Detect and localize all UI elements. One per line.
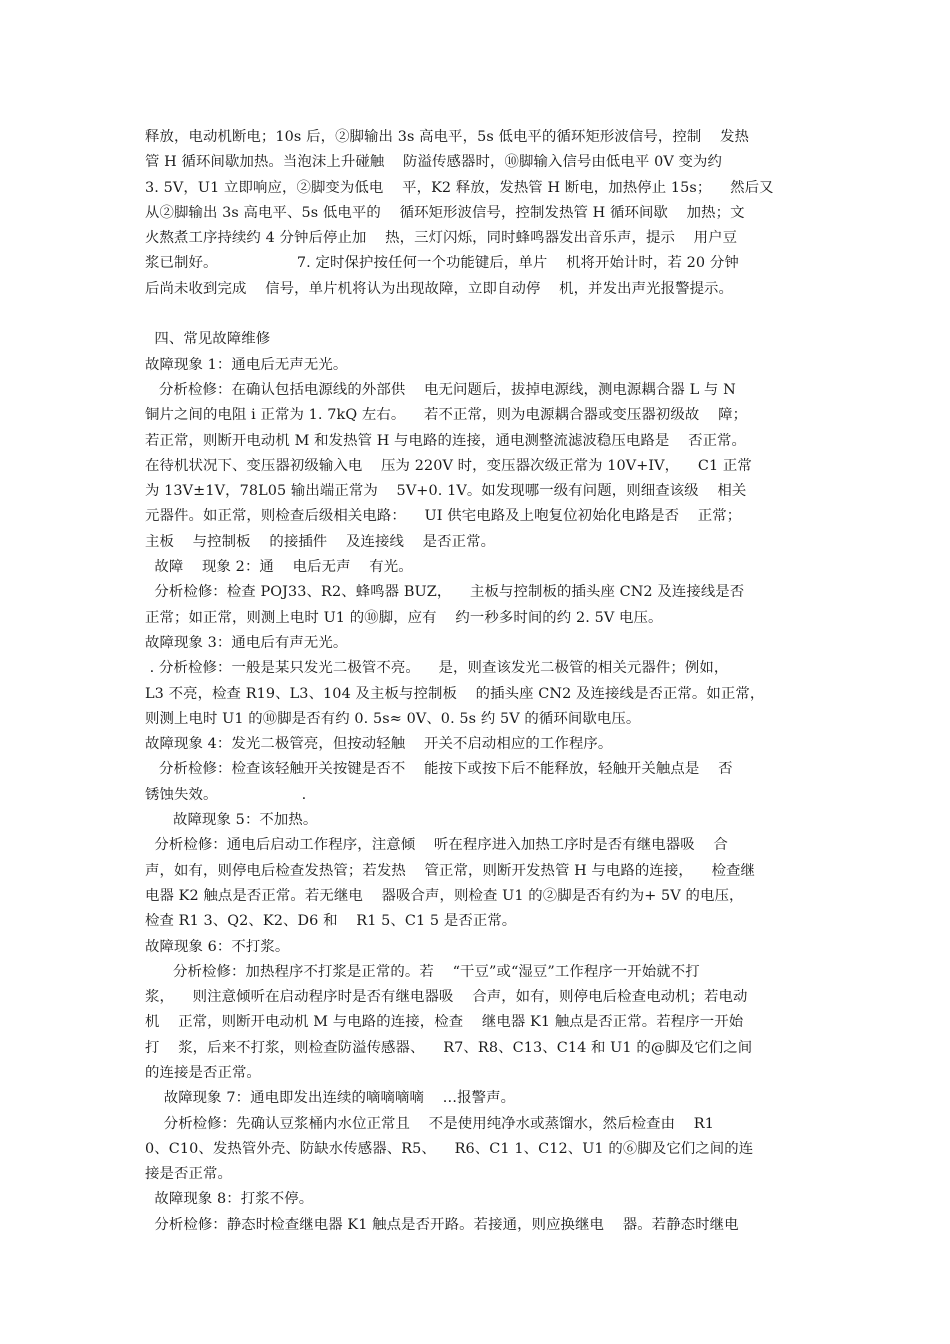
text-line: 若正常，则断开电动机 M 和发热管 H 与电路的连接，通电测整流滤波稳压电路是 否正常。 xyxy=(145,432,747,449)
text-line: 检查 R1 3、Q2、K2、D6 和 R1 5、C1 5 是否正常。 xyxy=(145,913,517,930)
text-line: 则测上电时 U1 的⑩脚是否有约 0. 5s≈ 0V、0. 5s 约 5V 的循环间歇电压。 xyxy=(145,710,641,727)
fault-title: 故障现象 7：通电即发出连续的嘀嘀嘀嘀 …报警声。 xyxy=(145,1090,516,1107)
text-line: 锈蚀失效。 . xyxy=(145,786,307,803)
text-line: . 分析检修：一般是某只发光二极管不亮。 是，则查该发光二极管的相关元器件；例如， xyxy=(145,660,729,677)
fault-title: 故障现象 8：打浆不停。 xyxy=(145,1191,314,1208)
fault-title: 故障现象 3：通电后有声无光。 xyxy=(145,634,348,651)
text-line: 分析检修：检查 POJ33、R2、蜂鸣器 BUZ， 主板与控制板的插头座 CN2 及连接线是否 xyxy=(145,584,745,601)
text-line: 管 H 循环间歇加热。当泡沫上升碰触 防溢传感器时，⑩脚输入信号由低电平 0V 变为约 xyxy=(145,154,722,171)
text-line: 的连接是否正常。 xyxy=(145,1064,261,1081)
text-line: 机 正常，则断开电动机 M 与电路的连接，检查 继电器 K1 触点是否正常。若程序一开始 xyxy=(145,1014,744,1031)
text-line: 浆已制好。 7. 定时保护按任何一个功能键后，单片 机将开始计时，若 20 分钟 xyxy=(145,255,739,272)
section-heading: 四、常见故障维修 xyxy=(145,331,271,348)
document-page xyxy=(145,125,815,1238)
text-line: 分析检修：先确认豆浆桶内水位正常且 不是使用纯净水或蒸馏水，然后检查由 R1 xyxy=(145,1115,714,1132)
text-line: 主板 与控制板 的接插件 及连接线 是否正常。 xyxy=(145,533,496,550)
text-line: 正常；如正常，则测上电时 U1 的⑩脚，应有 约一秒多时间的约 2. 5V 电压。 xyxy=(145,609,663,626)
text-line: 接是否正常。 xyxy=(145,1166,232,1183)
text-line: 分析检修：检查该轻触开关按键是否不 能按下或按下后不能释放，轻触开关触点是 否 xyxy=(145,761,733,778)
text-line: 从②脚输出 3s 高电平、5s 低电平的 循环矩形波信号，控制发热管 H 循环间歇 加热；文 xyxy=(145,204,745,221)
blank-line xyxy=(145,302,815,327)
text-line: 3. 5V，U1 立即响应，②脚变为低电 平，K2 释放，发热管 H 断电，加热停止 15s； 然后又 xyxy=(145,179,774,196)
fault-title: 故障现象 6：不打浆。 xyxy=(145,938,290,955)
text-line: 浆， 则注意倾听在启动程序时是否有继电器吸 合声，如有，则停电后检查电动机；若电动 xyxy=(145,989,748,1006)
text-line: 元器件。如正常，则检查后级相关电路： UI 供宅电路及上咆复位初始化电路是否 正常； xyxy=(145,508,742,525)
text-line: 火熬煮工序持续约 4 分钟后停止加 热，三灯闪烁，同时蜂鸣器发出音乐声，提示 用户豆 xyxy=(145,230,738,247)
text-line: 后尚未收到完成 信号，单片机将认为出现故障，立即自动停 机，并发出声光报警提示。 xyxy=(145,280,734,297)
text-line: 在待机状况下、变压器初级输入电 压为 220V 时，变压器次级正常为 10V+IV， C1 正常 xyxy=(145,457,752,474)
fault-title: 故障现象 1：通电后无声无光。 xyxy=(145,356,348,373)
text-line: 分析检修：静态时检查继电器 K1 触点是否开路。若接通，则应换继电 器。若静态时继电 xyxy=(145,1216,739,1233)
text-line: 0、C10、发热管外壳、防缺水传感器、R5、 R6、C1 1、C12、U1 的⑥脚及它们之间的连 xyxy=(145,1140,754,1157)
text-line: 电器 K2 触点是否正常。若无继电 器吸合声，则检查 U1 的②脚是否有约为+ 5V 的电压， xyxy=(145,887,744,904)
text-line: 为 13V±1V，78L05 输出端正常为 5V+0. 1V。如发现哪一级有问题，则细查该级 相关 xyxy=(145,483,747,500)
text-line: L3 不亮，检查 R19、L3、104 及主板与控制板 的插头座 CN2 及连接线是否正常。如正常， xyxy=(145,685,765,702)
text-line: 释放，电动机断电；10s 后，②脚输出 3s 高电平，5s 低电平的循环矩形波信号，控制 发热 xyxy=(145,129,750,145)
text-line: 分析检修：通电后启动工作程序，注意倾 听在程序进入加热工序时是否有继电器吸 合 xyxy=(145,837,728,854)
text-line: 分析检修：在确认包括电源线的外部供 电无问题后，拔掉电源线，测电源耦合器 L 与 N xyxy=(145,381,736,398)
text-line: 铜片之间的电阻 i 正常为 1. 7kQ 左右。 若不正常，则为电源耦合器或变压器初级故 障； xyxy=(145,407,748,424)
fault-title: 故障 现象 2：通 电后无声 有光。 xyxy=(145,559,413,576)
text-line: 声，如有，则停电后检查发热管；若发热 管正常，则断开发热管 H 与电路的连接， 检查继 xyxy=(145,862,756,879)
text-line: 打 浆，后来不打浆，则检查防溢传感器、 R7、R8、C13、C14 和 U1 的@脚及它们之间 xyxy=(145,1039,753,1056)
fault-title: 故障现象 5：不加热。 xyxy=(145,812,318,829)
fault-title: 故障现象 4：发光二极管亮，但按动轻触 开关不启动相应的工作程序。 xyxy=(145,736,613,753)
text-line: 分析检修：加热程序不打浆是正常的。若 “干豆”或“湿豆”工作程序一开始就不打 xyxy=(145,963,700,980)
